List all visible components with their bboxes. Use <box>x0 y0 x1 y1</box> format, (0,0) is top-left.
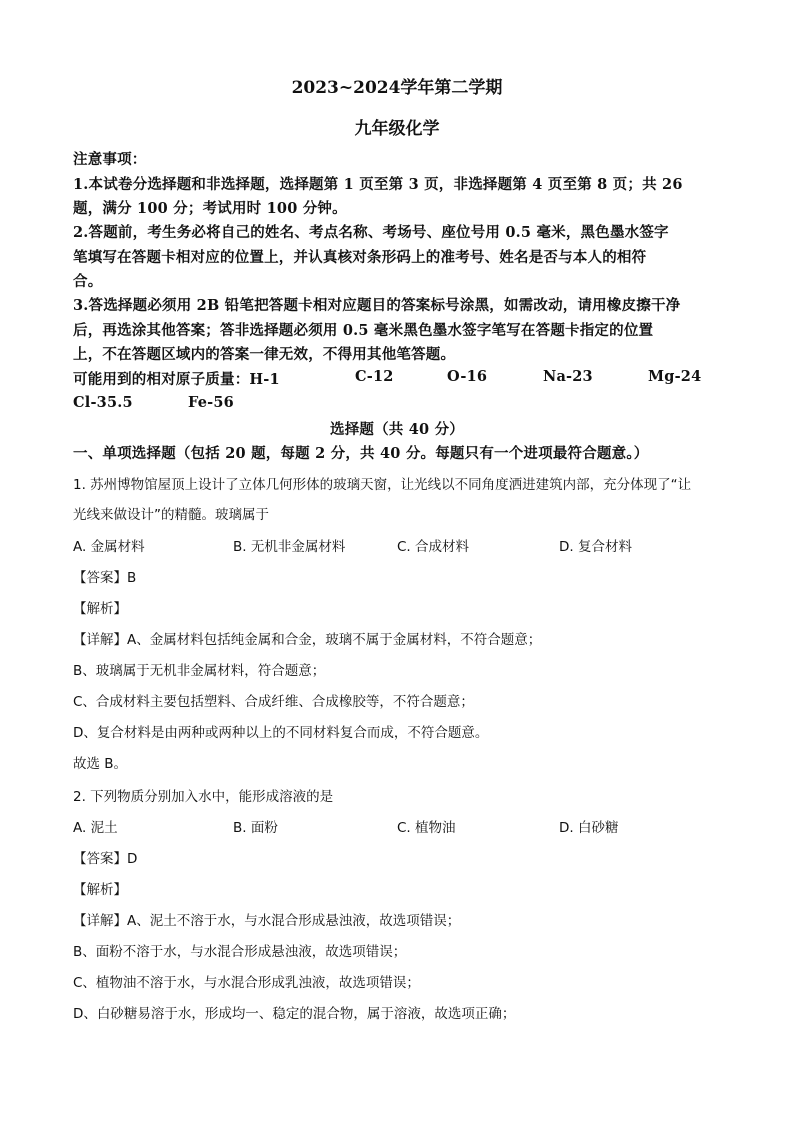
q1-conclusion: 故选 B。 <box>73 756 128 772</box>
atomic-mass-item: Mg-24 <box>648 368 702 385</box>
q2-option-d: D. 白砂糖 <box>559 820 619 836</box>
notice-line: 上，不在答题区域内的答案一律无效，不得用其他笔答题。 <box>73 346 456 363</box>
q2-option-b: B. 面粉 <box>233 820 278 836</box>
notice-line: 1.本试卷分选择题和非选择题，选择题第 1 页至第 3 页，非选择题第 4 页至第 8 页；共 26 <box>73 176 683 193</box>
q1-option-b: B. 无机非金属材料 <box>233 539 346 555</box>
notice-heading: 注意事项： <box>73 151 147 168</box>
question-1-stem-cont: 光线来做设计”的精髓。玻璃属于 <box>73 507 269 523</box>
q2-detail: C、植物油不溶于水，与水混合形成乳浊液，故选项错误； <box>73 975 420 991</box>
q2-answer: 【答案】D <box>73 851 138 867</box>
notice-line: 2.答题前，考生务必将自己的姓名、考点名称、考场号、座位号用 0.5 毫米，黑色墨水签字 <box>73 224 669 241</box>
notice-line: 笔填写在答题卡相对应的位置上，并认真核对条形码上的准考号、姓名是否与本人的相符 <box>73 249 647 266</box>
q1-detail: D、复合材料是由两种或两种以上的不同材料复合而成，不符合题意。 <box>73 725 489 741</box>
atomic-mass-item: Na-23 <box>543 368 593 385</box>
notice-line: 后，再选涂其他答案；答非选择题必须用 0.5 毫米黑色墨水签字笔写在答题卡指定的位置 <box>73 322 654 339</box>
exam-subtitle: 九年级化学 <box>354 119 440 139</box>
q2-detail: 【详解】A、泥土不溶于水，与水混合形成悬浊液，故选项错误； <box>73 913 461 929</box>
q1-detail: B、玻璃属于无机非金属材料，符合题意； <box>73 663 326 679</box>
section-title: 选择题（共 40 分） <box>330 421 464 438</box>
notice-line: 3.答选择题必须用 2B 铅笔把答题卡相对应题目的答案标号涂黑，如需改动，请用橡皮擦干净 <box>73 297 681 314</box>
q1-option-c: C. 合成材料 <box>397 539 470 555</box>
q2-option-c: C. 植物油 <box>397 820 456 836</box>
notice-line: 题，满分 100 分；考试用时 100 分钟。 <box>73 200 347 217</box>
q1-answer: 【答案】B <box>73 570 137 586</box>
part-heading: 一、单项选择题（包括 20 题，每题 2 分，共 40 分。每题只有一个进项最符合题意。） <box>73 445 649 462</box>
q1-detail: 【详解】A、金属材料包括纯金属和合金，玻璃不属于金属材料，不符合题意； <box>73 632 542 648</box>
notice-line: 合。 <box>73 273 103 290</box>
atomic-mass-item: Fe-56 <box>188 394 234 411</box>
q2-option-a: A. 泥土 <box>73 820 118 836</box>
q1-detail: C、合成材料主要包括塑料、合成纤维、合成橡胶等，不符合题意； <box>73 694 474 710</box>
q2-analysis: 【解析】 <box>73 882 127 898</box>
question-1-stem: 1. 苏州博物馆屋顶上设计了立体几何形体的玻璃天窗，让光线以不同角度洒进建筑内部，充分体现了“让 <box>73 477 692 493</box>
question-2-stem: 2. 下列物质分别加入水中，能形成溶液的是 <box>73 789 334 805</box>
atomic-mass-item: C-12 <box>355 368 394 385</box>
atomic-mass-label: 可能用到的相对原子质量：H-1 <box>73 371 280 388</box>
exam-title: 2023~2024学年第二学期 <box>291 78 503 98</box>
q2-detail: B、面粉不溶于水，与水混合形成悬浊液，故选项错误； <box>73 944 407 960</box>
q2-detail: D、白砂糖易溶于水，形成均一、稳定的混合物，属于溶液，故选项正确； <box>73 1006 516 1022</box>
atomic-mass-item: O-16 <box>447 368 488 385</box>
atomic-mass-item: Cl-35.5 <box>73 394 133 411</box>
q1-option-a: A. 金属材料 <box>73 539 145 555</box>
q1-option-d: D. 复合材料 <box>559 539 632 555</box>
q1-analysis: 【解析】 <box>73 601 127 617</box>
